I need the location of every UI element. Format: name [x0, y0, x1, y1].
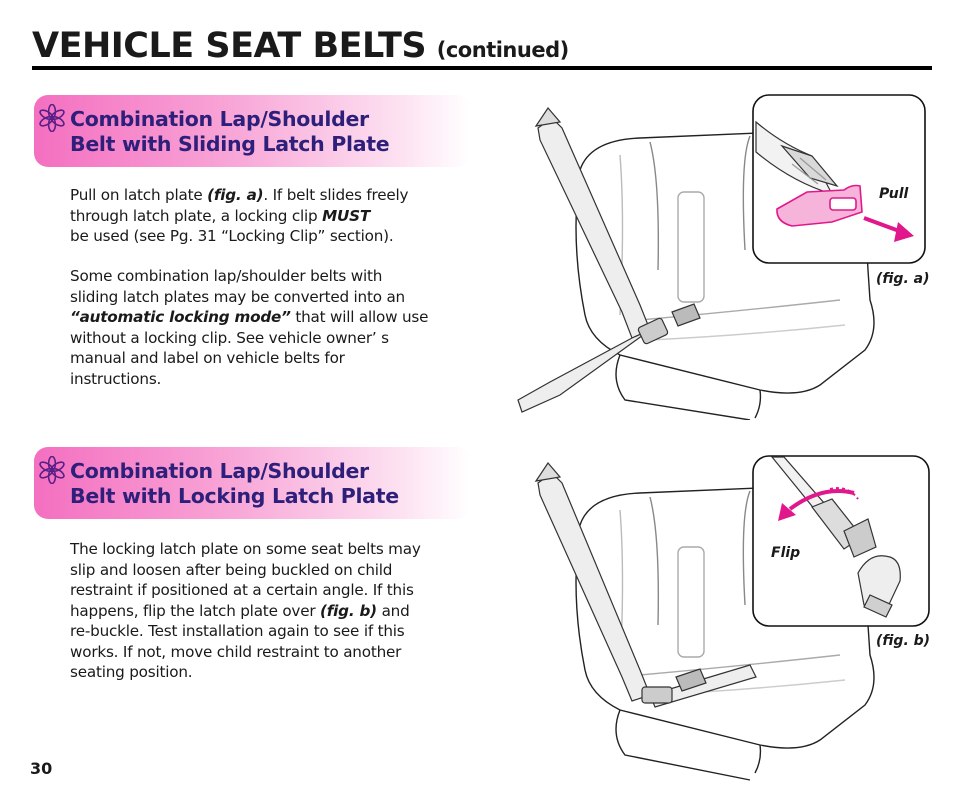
text-line: through latch plate, a locking clip MUST: [70, 206, 371, 225]
text-line: manual and label on vehicle belts for: [70, 349, 345, 367]
section-heading-band-locking: [34, 447, 470, 519]
text-line: seating position.: [70, 663, 193, 681]
latch-plate-flip-inset: [752, 455, 930, 627]
emphasis-text: MUST: [322, 206, 371, 225]
emphasis-text: “automatic locking mode”: [70, 308, 291, 326]
text-line: re-buckle. Test installation again to see if this: [70, 622, 405, 640]
page-number: 30: [30, 759, 53, 778]
section-heading: Combination Lap/Shoulder Belt with Locking Latch Plate: [70, 459, 399, 508]
latch-plate-pull-inset: [752, 94, 926, 264]
figure-caption-b: (fig. b): [876, 633, 931, 649]
text-line: slip and loosen after being buckled on child: [70, 560, 393, 579]
paragraph: [70, 185, 460, 247]
emphasis-text: (fig. b): [320, 601, 377, 620]
figure-caption-a: (fig. a): [876, 271, 930, 287]
paragraph: [70, 266, 460, 389]
section-heading-band-sliding: [34, 95, 470, 167]
flower-bullet-icon: [38, 104, 66, 132]
text-line: without a locking clip. See vehicle owner’ s: [70, 328, 389, 347]
title-rule: [32, 66, 932, 70]
text-line: The locking latch plate on some seat belts may: [70, 540, 421, 558]
section-heading: Combination Lap/Shoulder Belt with Sliding Latch Plate: [70, 107, 390, 156]
page-title-suffix: (continued): [436, 38, 569, 62]
text-line: sliding latch plates may be converted into an: [70, 287, 405, 306]
text-line: happens, flip the latch plate over (fig. b) and: [70, 601, 410, 620]
page-title-main: VEHICLE SEAT BELTS: [32, 26, 427, 66]
text-line: Some combination lap/shoulder belts with: [70, 267, 383, 285]
paragraph: [70, 539, 460, 683]
text-line: be used (see Pg. 31 “Locking Clip” section).: [70, 227, 394, 245]
figure-label-pull: Pull: [879, 186, 909, 202]
text-line: instructions.: [70, 369, 162, 388]
flower-bullet-icon: [38, 456, 66, 484]
text-line: Pull on latch plate (fig. a). If belt slides freely: [70, 186, 409, 204]
text-line: works. If not, move child restraint to another: [70, 642, 402, 661]
page-title: [32, 26, 569, 66]
emphasis-text: (fig. a): [207, 186, 264, 204]
text-line: restraint if positioned at a certain angle. If this: [70, 581, 414, 599]
text-line: “automatic locking mode” that will allow use: [70, 308, 429, 326]
figure-label-flip: Flip: [771, 545, 801, 561]
